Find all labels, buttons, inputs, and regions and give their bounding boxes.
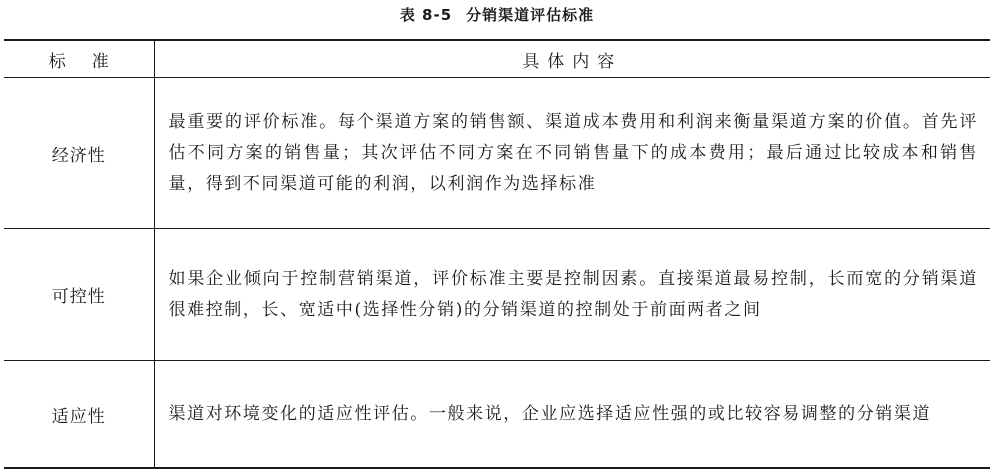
table-caption [0, 4, 994, 25]
header-criterion [4, 40, 154, 78]
header-criterion-char-1: 标 [48, 51, 66, 72]
criterion-cell: 适应性 [4, 361, 154, 469]
content-cell: 渠道对环境变化的适应性评估。一般来说，企业应选择适应性强的或比较容易调整的分销渠道 [154, 361, 990, 469]
table-title: 分销渠道评估标准 [466, 6, 595, 24]
table-number: 表 8-5 [399, 6, 453, 24]
evaluation-criteria-table [4, 39, 990, 469]
content-cell: 如果企业倾向于控制营销渠道，评价标准主要是控制因素。直接渠道最易控制，长而宽的分销渠道很难控制，长、宽适中(选择性分销)的分销渠道的控制处于前面两者之间 [154, 229, 990, 361]
header-content: 具体内容 [154, 40, 990, 78]
criterion-cell: 可控性 [4, 229, 154, 361]
header-criterion-char-2: 准 [91, 51, 109, 72]
content-cell: 最重要的评价标准。每个渠道方案的销售额、渠道成本费用和利润来衡量渠道方案的价值。首先评估不同方案的销售量；其次评估不同方案在不同销售量下的成本费用；最后通过比较成本和销售量，得到不同渠道可能的利润，以利润作为选择标准 [154, 78, 990, 229]
table-row [4, 361, 990, 469]
header-row [4, 40, 990, 78]
criterion-cell: 经济性 [4, 78, 154, 229]
table-row [4, 78, 990, 229]
table-row [4, 229, 990, 361]
